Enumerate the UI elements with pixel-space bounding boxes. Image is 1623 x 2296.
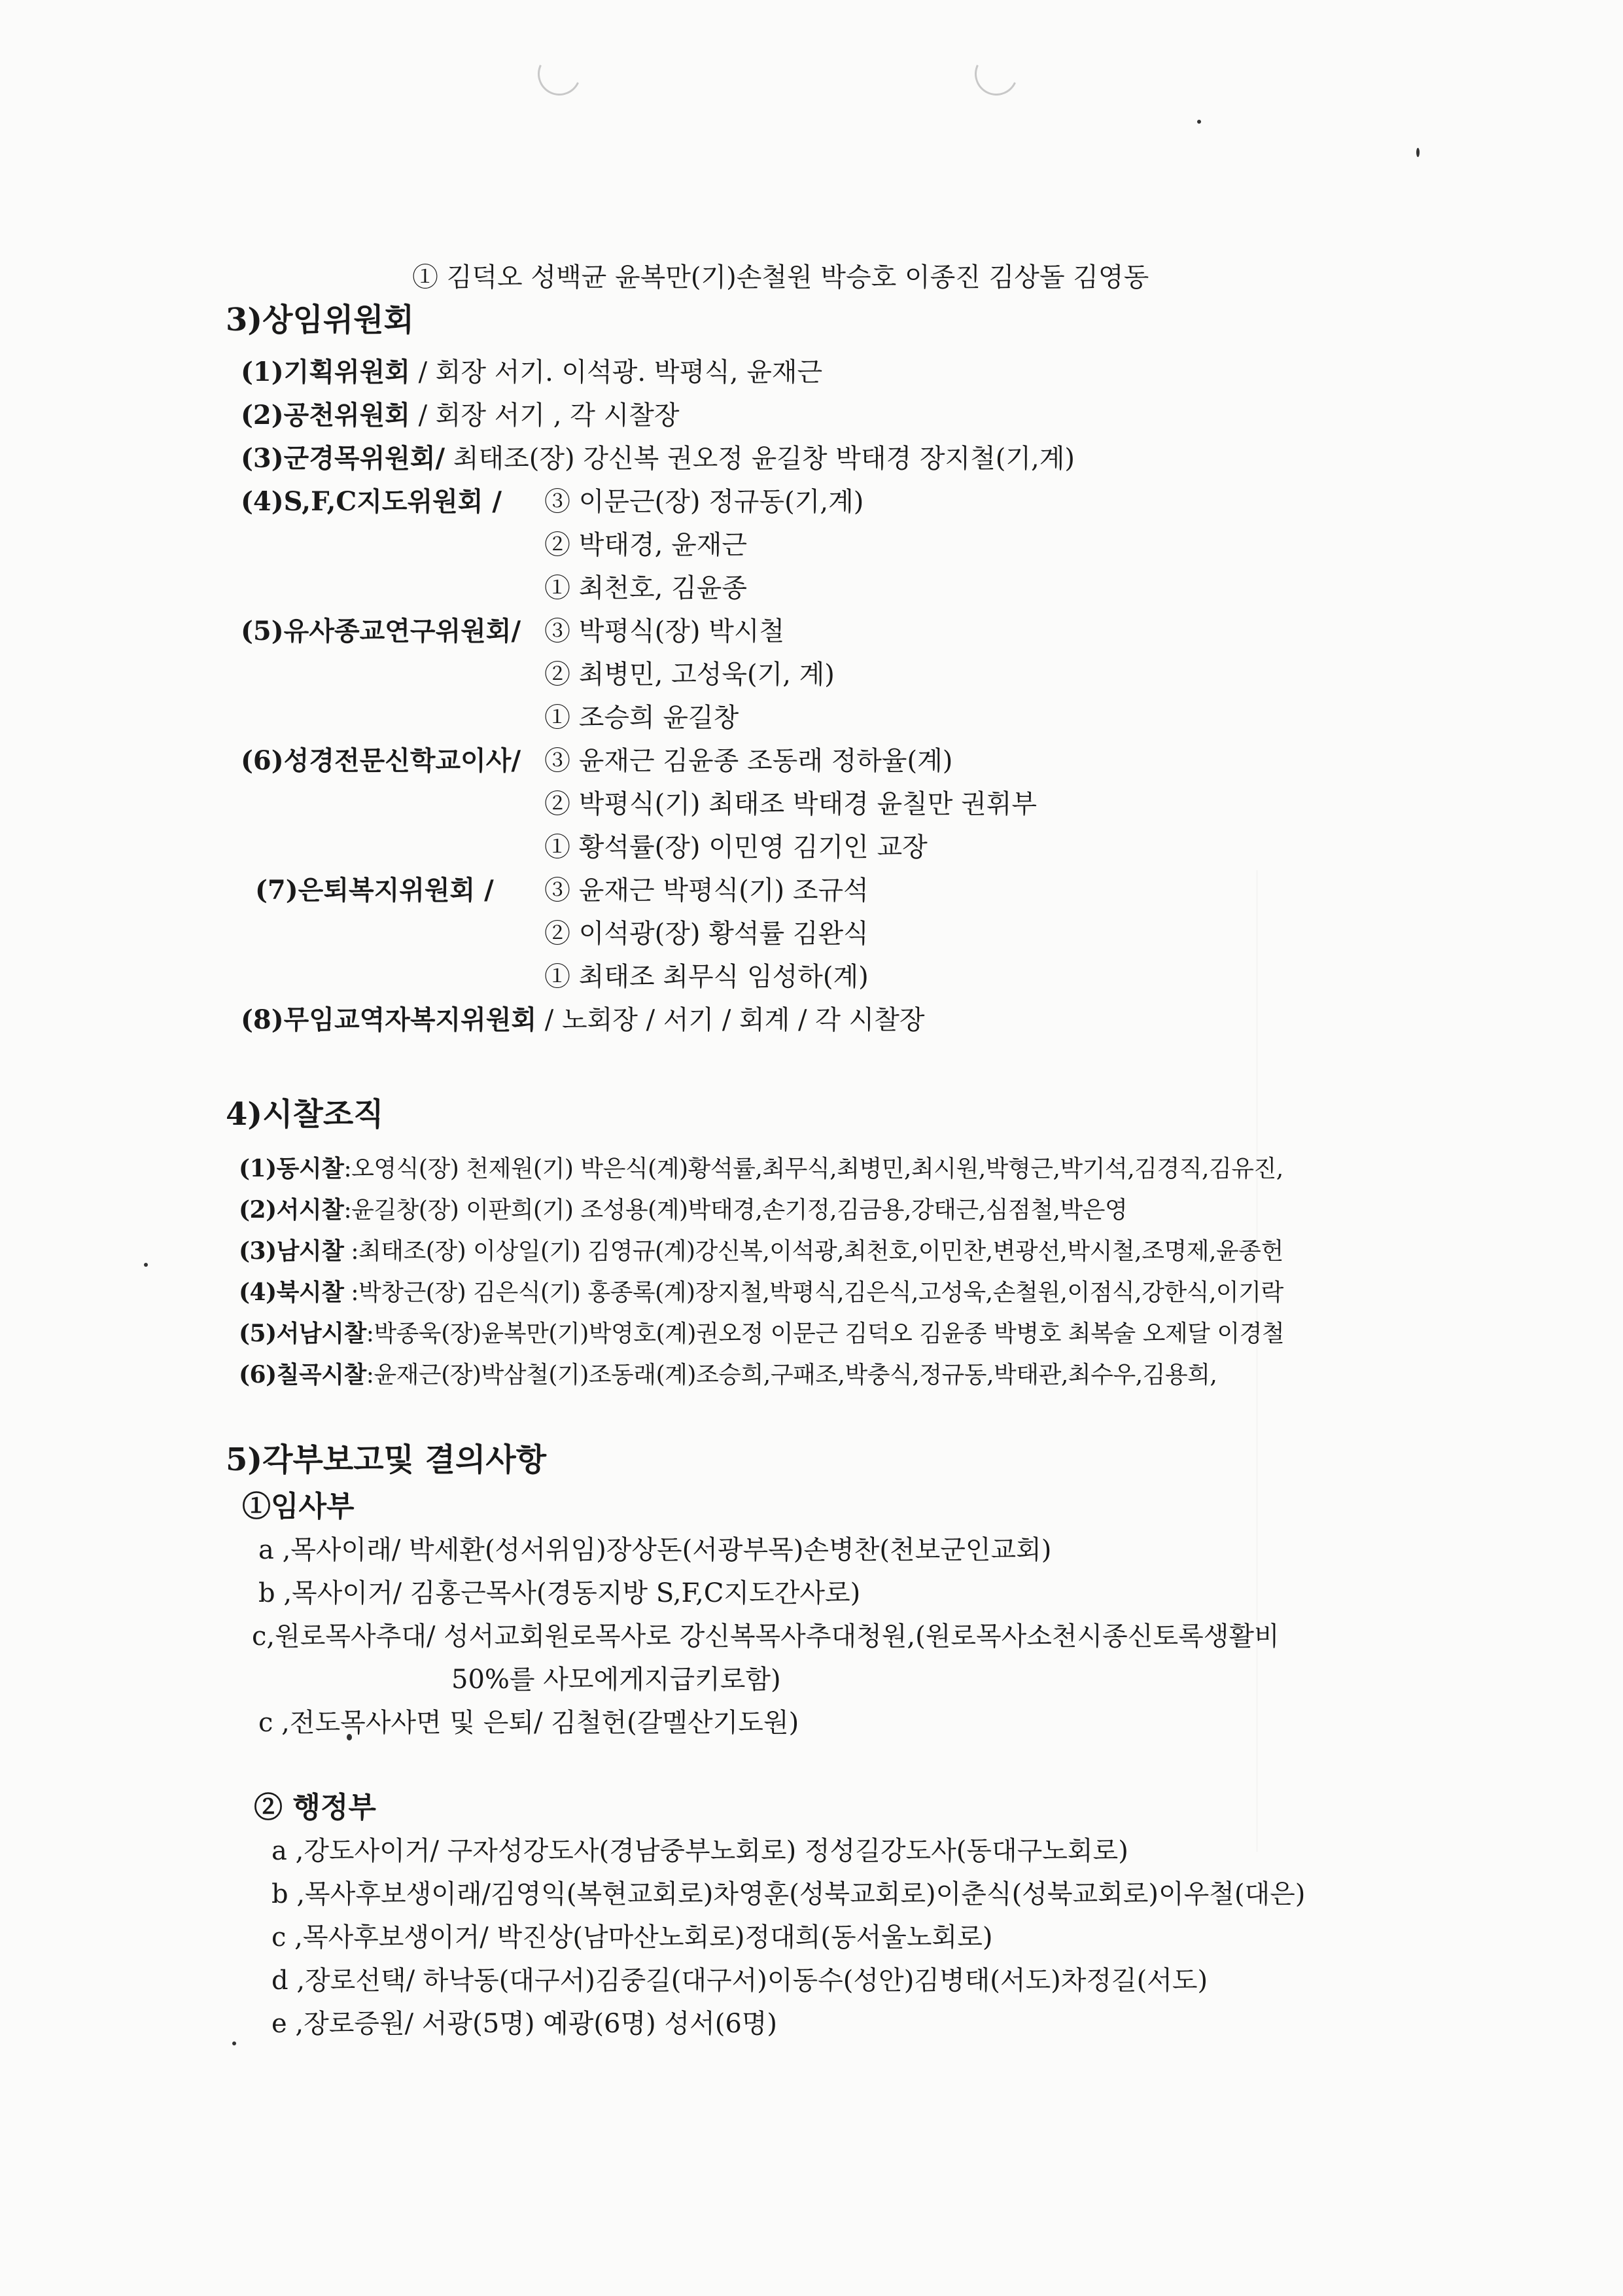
district-row: (2)서시찰:윤길창(장) 이판희(기) 조성용(계)박태경,손기정,김금용,강태근,심점철,박은영 bbox=[239, 1196, 1128, 1224]
district-row: (3)남시찰 :최태조(장) 이상일(기) 김영규(계)강신복,이석광,최천호,이민찬,변광선,박시철,조명제,윤종헌 bbox=[239, 1237, 1283, 1265]
report-item: d ,장로선택/ 하낙동(대구서)김중길(대구서)이동수(성안)김병태(서도)차정길(서도) bbox=[271, 1966, 1208, 1996]
report-item: a ,강도사이거/ 구자성강도사(경남중부노회로) 정성길강도사(동대구노회로) bbox=[271, 1836, 1128, 1866]
district-row: (5)서남시찰:박종욱(장)윤복만(기)박영호(계)권오정 이문근 김덕오 김윤종 박병호 최복술 오제달 이경철 bbox=[239, 1320, 1285, 1347]
report-item: a ,목사이래/ 박세환(성서위임)장상돈(서광부목)손병찬(천보군인교회) bbox=[258, 1535, 1052, 1565]
committee-member-line: ③ 박평식(장) 박시철 bbox=[544, 616, 785, 646]
report-item: c ,전도목사사면 및 은퇴/ 김철헌(갈멜산기도원) bbox=[258, 1708, 799, 1738]
committee-row: (6)성경전문신학교이사/ bbox=[241, 745, 521, 776]
committee-member-line: ② 박평식(기) 최태조 박태경 윤칠만 권휘부 bbox=[544, 789, 1038, 819]
scan-speck bbox=[1197, 120, 1201, 124]
committee-row: (7)은퇴복지위원회 / bbox=[255, 875, 494, 906]
committee-row: (3)군경목위원회/ 최태조(장) 강신복 권오정 윤길창 박태경 장지철(기,계) bbox=[241, 443, 1075, 474]
committee-member-line: ① 조승희 윤길창 bbox=[544, 703, 739, 733]
committee-member-line: ② 최병민, 고성욱(기, 계) bbox=[544, 660, 835, 690]
punch-hole-mark bbox=[532, 46, 587, 102]
scan-speck bbox=[1416, 148, 1420, 157]
section-5-title: 5)각부보고및 결의사항 bbox=[226, 1441, 547, 1478]
committee-member-line: ② 박태경, 윤재근 bbox=[544, 530, 747, 560]
report-item: b ,목사이거/ 김홍근목사(경동지방 S,F,C지도간사로) bbox=[258, 1578, 861, 1608]
scan-speck bbox=[144, 1263, 148, 1267]
district-row: (6)칠곡시찰:윤재근(장)박삼철(기)조동래(계)조승희,구패조,박충식,정규동,박태관,최수우,김용희, bbox=[239, 1361, 1217, 1388]
committee-row: (1)기획위원회 / 회장 서기. 이석광. 박평식, 윤재근 bbox=[241, 357, 823, 387]
carryover-line: ① 김덕오 성백균 윤복만(기)손철원 박승호 이종진 김상돌 김영동 bbox=[412, 262, 1149, 292]
committee-member-line: ③ 윤재근 박평식(기) 조규석 bbox=[544, 875, 869, 906]
committee-member-line: ③ 이문근(장) 정규동(기,계) bbox=[544, 487, 864, 517]
section-3-title: 3)상임위원회 bbox=[226, 302, 414, 338]
committee-row: (8)무임교역자복지위원회 / 노회장 / 서기 / 회계 / 각 시찰장 bbox=[241, 1004, 925, 1035]
punch-hole-mark bbox=[969, 46, 1024, 102]
committee-member-line: ① 최천호, 김윤종 bbox=[544, 573, 747, 603]
committee-row: (5)유사종교연구위원회/ bbox=[241, 616, 521, 646]
committee-member-line: ③ 윤재근 김윤종 조동래 정하율(계) bbox=[544, 746, 953, 776]
report-item: b ,목사후보생이래/김영익(복현교회로)차영훈(성북교회로)이춘식(성북교회로)이우철(대은) bbox=[271, 1879, 1306, 1909]
scan-speck bbox=[232, 2041, 236, 2045]
report-item: e ,장로증원/ 서광(5명) 예광(6명) 성서(6명) bbox=[271, 2009, 778, 2039]
committee-member-line: ② 이석광(장) 황석률 김완식 bbox=[544, 919, 869, 949]
subsection-title: ② 행정부 bbox=[254, 1791, 376, 1824]
district-row: (4)북시찰 :박창근(장) 김은식(기) 홍종록(계)장지철,박평식,김은식,고성욱,손철원,이점식,강한식,이기락 bbox=[239, 1279, 1283, 1306]
report-item: c,원로목사추대/ 성서교회원로목사로 강신복목사추대청원,(원로목사소천시종신토록생활비 bbox=[252, 1621, 1280, 1651]
report-item: c ,목사후보생이거/ 박진상(남마산노회로)정대희(동서울노회로) bbox=[271, 1922, 993, 1952]
committee-row: (4)S,F,C지도위원회 / bbox=[241, 486, 502, 517]
committee-row: (2)공천위원회 / 회장 서기 , 각 시찰장 bbox=[241, 400, 680, 431]
subsection-title: ①임사부 bbox=[242, 1490, 355, 1523]
report-item-continuation: 50%를 사모에게지급키로함) bbox=[451, 1665, 781, 1695]
section-4-title: 4)시찰조직 bbox=[226, 1096, 384, 1133]
district-row: (1)동시찰:오영식(장) 천제원(기) 박은식(계)황석률,최무식,최병민,최시원,박형근,박기석,김경직,김유진, bbox=[239, 1155, 1283, 1182]
bleed-through-shadow bbox=[1256, 870, 1441, 1852]
committee-member-line: ① 최태조 최무식 임성하(계) bbox=[544, 962, 869, 992]
committee-member-line: ① 황석률(장) 이민영 김기인 교장 bbox=[544, 832, 928, 862]
